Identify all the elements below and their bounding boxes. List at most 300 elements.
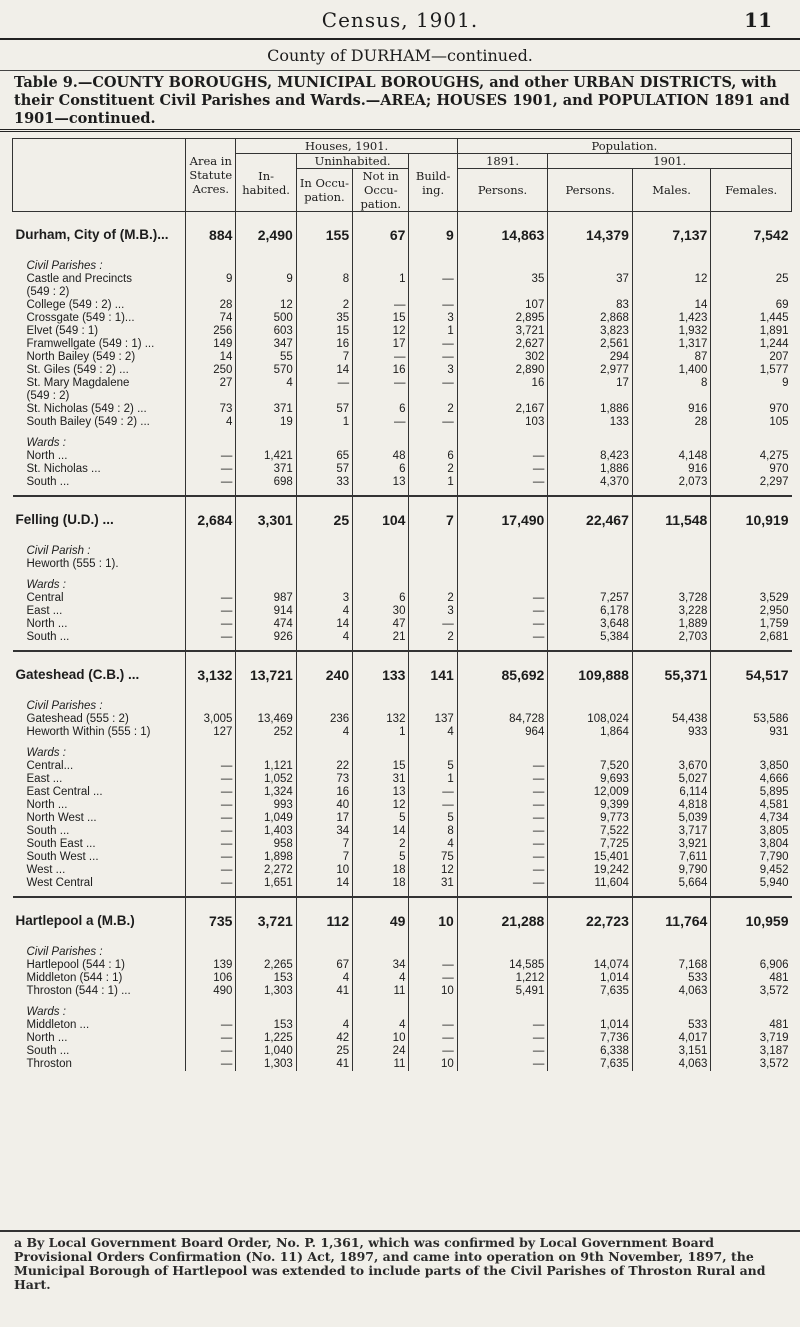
table-row [13, 773, 792, 786]
cell-build: 31 [409, 877, 457, 890]
cell-occ: 35 [296, 312, 352, 325]
section-label-row [13, 739, 792, 760]
separator-cell [353, 890, 409, 897]
empty-cell [186, 252, 236, 273]
cell-build: 6 [409, 450, 457, 463]
footnote-rule [0, 1230, 800, 1232]
cell-build: 10 [409, 897, 457, 938]
cell-inhabited: 3,721 [236, 897, 296, 938]
cell-males: 5,027 [632, 773, 710, 786]
cell-area [186, 390, 236, 403]
cell-inhabited: 2,265 [236, 959, 296, 972]
cell-notocc [353, 558, 409, 571]
table-head [13, 139, 792, 212]
row-name: North ... [26, 799, 68, 811]
cell-p1901: 109,888 [548, 651, 633, 692]
cell-build: 2 [409, 403, 457, 416]
cell-notocc: 11 [353, 985, 409, 998]
cell-p1891: 1,212 [457, 972, 548, 985]
table-row [13, 351, 792, 364]
empty-cell [236, 739, 296, 760]
empty-cell [548, 429, 633, 450]
table-row [13, 403, 792, 416]
separator-cell [296, 644, 352, 651]
section-label: Civil Parishes : [26, 946, 103, 958]
table-row [13, 273, 792, 286]
section-label-row [13, 938, 792, 959]
section-separator [13, 489, 792, 496]
empty-cell [711, 252, 792, 273]
table-row [13, 799, 792, 812]
cell-notocc: 31 [353, 773, 409, 786]
cell-males: 87 [632, 351, 710, 364]
cell-area: 3,132 [186, 651, 236, 692]
cell-males: 2,073 [632, 476, 710, 489]
empty-cell [353, 252, 409, 273]
page-number: 11 [744, 8, 772, 32]
cell-females: 4,666 [711, 773, 792, 786]
row-name: Castle and Precincts [26, 273, 132, 285]
houses-header: Houses, 1901. [236, 139, 457, 154]
cell-females: 6,906 [711, 959, 792, 972]
cell-females: 9,452 [711, 864, 792, 877]
cell-build: 3 [409, 364, 457, 377]
cell-p1901: 12,009 [548, 786, 633, 799]
cell-notocc: 13 [353, 476, 409, 489]
separator-cell [632, 489, 710, 496]
empty-cell [548, 938, 633, 959]
building-header: Build- ing. [409, 154, 457, 212]
cell-males: 1,889 [632, 618, 710, 631]
cell-p1891: — [457, 786, 548, 799]
empty-cell [236, 571, 296, 592]
row-name: St. Giles (549 : 2) ... [26, 364, 129, 376]
cell-p1891: 35 [457, 273, 548, 286]
cell-occ: 57 [296, 463, 352, 476]
empty-cell [186, 692, 236, 713]
cell-females: 9 [711, 377, 792, 390]
empty-cell [409, 998, 457, 1019]
cell-males: 3,670 [632, 760, 710, 773]
cell-notocc: 133 [353, 651, 409, 692]
cell-occ: 22 [296, 760, 352, 773]
cell-notocc: 49 [353, 897, 409, 938]
cell-build: 1 [409, 476, 457, 489]
empty-cell [548, 692, 633, 713]
cell-p1891: 103 [457, 416, 548, 429]
cell-males: 1,317 [632, 338, 710, 351]
cell-area: — [186, 825, 236, 838]
cell-occ: 40 [296, 799, 352, 812]
cell-area: 127 [186, 726, 236, 739]
cell-males [632, 390, 710, 403]
cell-notocc: 6 [353, 592, 409, 605]
district-row [13, 496, 792, 537]
cell-occ: — [296, 377, 352, 390]
section-label: Civil Parishes : [26, 260, 103, 272]
row-name: North Bailey (549 : 2) [26, 351, 136, 363]
cell-inhabited: 12 [236, 299, 296, 312]
cell-inhabited: 474 [236, 618, 296, 631]
cell-males: 2,703 [632, 631, 710, 644]
cell-p1891: — [457, 450, 548, 463]
cell-females: 5,940 [711, 877, 792, 890]
cell-occ: 3 [296, 592, 352, 605]
separator-cell [457, 890, 548, 897]
cell-inhabited: 13,721 [236, 651, 296, 692]
cell-area: — [186, 476, 236, 489]
cell-build [409, 286, 457, 299]
empty-cell [457, 537, 548, 558]
cell-p1901: 133 [548, 416, 633, 429]
cell-build: — [409, 1019, 457, 1032]
cell-build: 5 [409, 812, 457, 825]
separator-cell [711, 489, 792, 496]
empty-cell [711, 571, 792, 592]
cell-p1901: 7,520 [548, 760, 633, 773]
cell-p1901: 1,014 [548, 1019, 633, 1032]
cell-p1891: — [457, 760, 548, 773]
cell-area: — [186, 1019, 236, 1032]
cell-build: 4 [409, 726, 457, 739]
cell-p1891: 3,721 [457, 325, 548, 338]
cell-build: 10 [409, 985, 457, 998]
cell-build: — [409, 972, 457, 985]
cell-females: 3,850 [711, 760, 792, 773]
cell-males [632, 286, 710, 299]
row-name: East ... [26, 605, 63, 617]
county-rule [0, 70, 800, 71]
cell-notocc: 6 [353, 403, 409, 416]
section-label-row [13, 429, 792, 450]
cell-build: — [409, 799, 457, 812]
cell-occ: 16 [296, 338, 352, 351]
cell-notocc: 15 [353, 312, 409, 325]
cell-p1891: — [457, 476, 548, 489]
cell-females: 2,950 [711, 605, 792, 618]
cell-p1891: — [457, 592, 548, 605]
cell-inhabited: 500 [236, 312, 296, 325]
cell-p1891: — [457, 1045, 548, 1058]
area-header: Area in Statute Acres. [186, 139, 236, 212]
cell-p1901: 1,864 [548, 726, 633, 739]
cell-build: — [409, 377, 457, 390]
cell-p1901: 22,467 [548, 496, 633, 537]
table-row [13, 338, 792, 351]
row-name: Hartlepool (544 : 1) [26, 959, 125, 971]
cell-p1901: 14,379 [548, 212, 633, 253]
cell-notocc: 18 [353, 877, 409, 890]
table-body [13, 212, 792, 1072]
cell-area: — [186, 1032, 236, 1045]
empty-cell [548, 998, 633, 1019]
cell-build: 137 [409, 713, 457, 726]
cell-build: — [409, 351, 457, 364]
cell-males: 6,114 [632, 786, 710, 799]
cell-area: — [186, 799, 236, 812]
cell-p1891: — [457, 1019, 548, 1032]
table-row [13, 851, 792, 864]
table-row [13, 959, 792, 972]
row-name: Gateshead (555 : 2) [26, 713, 129, 725]
row-name: South ... [26, 631, 70, 643]
cell-build: — [409, 786, 457, 799]
cell-females: 970 [711, 463, 792, 476]
cell-build: — [409, 1045, 457, 1058]
cell-p1891: — [457, 1058, 548, 1071]
section-label: Wards : [26, 1006, 66, 1018]
cell-p1901: 3,648 [548, 618, 633, 631]
cell-occ: 15 [296, 325, 352, 338]
row-name: (549 : 2) [26, 286, 70, 298]
cell-inhabited: 1,421 [236, 450, 296, 463]
cell-occ [296, 286, 352, 299]
table-row [13, 476, 792, 489]
cell-p1891: — [457, 825, 548, 838]
district-row [13, 897, 792, 938]
cell-build: — [409, 618, 457, 631]
cell-area: 2,684 [186, 496, 236, 537]
row-name: South West ... [26, 851, 99, 863]
cell-males: 3,151 [632, 1045, 710, 1058]
row-name: Elvet (549 : 1) [26, 325, 99, 337]
empty-cell [457, 429, 548, 450]
population-header: Population. [457, 139, 791, 154]
cell-area: — [186, 450, 236, 463]
cell-notocc: 12 [353, 325, 409, 338]
cell-inhabited [236, 558, 296, 571]
cell-females [711, 558, 792, 571]
cell-males: 4,818 [632, 799, 710, 812]
cell-p1901: 3,823 [548, 325, 633, 338]
cell-area: — [186, 838, 236, 851]
empty-cell [353, 429, 409, 450]
cell-notocc: 4 [353, 972, 409, 985]
cell-occ: 4 [296, 605, 352, 618]
cell-p1901: 15,401 [548, 851, 633, 864]
cell-area: 9 [186, 273, 236, 286]
table-row [13, 286, 792, 299]
cell-build: 10 [409, 1058, 457, 1071]
table-row [13, 726, 792, 739]
cell-inhabited: 19 [236, 416, 296, 429]
cell-notocc: 21 [353, 631, 409, 644]
row-name: Framwellgate (549 : 1) ... [26, 338, 155, 350]
cell-p1901: 19,242 [548, 864, 633, 877]
cell-inhabited: 958 [236, 838, 296, 851]
cell-occ: 41 [296, 1058, 352, 1071]
cell-females: 3,719 [711, 1032, 792, 1045]
cell-p1901: 9,773 [548, 812, 633, 825]
row-name: Heworth (555 : 1). [26, 558, 119, 570]
cell-males: 5,039 [632, 812, 710, 825]
cell-inhabited: 1,898 [236, 851, 296, 864]
cell-males: 3,728 [632, 592, 710, 605]
cell-area: — [186, 1045, 236, 1058]
females-header: Females. [711, 169, 792, 212]
cell-build: 75 [409, 851, 457, 864]
cell-p1901: 7,635 [548, 1058, 633, 1071]
section-label-row [13, 692, 792, 713]
cell-occ: 10 [296, 864, 352, 877]
cell-males: 7,137 [632, 212, 710, 253]
cell-p1891: 21,288 [457, 897, 548, 938]
row-name: South ... [26, 825, 70, 837]
cell-occ: 112 [296, 897, 352, 938]
cell-males: 3,717 [632, 825, 710, 838]
cell-p1891: — [457, 618, 548, 631]
cell-notocc: 5 [353, 812, 409, 825]
cell-notocc: 34 [353, 959, 409, 972]
cell-p1901 [548, 286, 633, 299]
empty-cell [186, 429, 236, 450]
separator-cell [632, 890, 710, 897]
cell-occ [296, 390, 352, 403]
not-in-occupation-header: Not in Occu- pation. [353, 169, 409, 212]
cell-area: — [186, 773, 236, 786]
cell-notocc: 67 [353, 212, 409, 253]
empty-cell [409, 739, 457, 760]
cell-occ: 17 [296, 812, 352, 825]
row-name: West Central [26, 877, 93, 889]
cell-inhabited: 1,052 [236, 773, 296, 786]
cell-occ: 4 [296, 631, 352, 644]
cell-inhabited: 371 [236, 403, 296, 416]
cell-area: 4 [186, 416, 236, 429]
cell-p1901 [548, 558, 633, 571]
cell-occ: 42 [296, 1032, 352, 1045]
empty-cell [548, 571, 633, 592]
cell-build: — [409, 299, 457, 312]
separator-cell [236, 489, 296, 496]
cell-build: 9 [409, 212, 457, 253]
cell-inhabited: 603 [236, 325, 296, 338]
table-row [13, 312, 792, 325]
cell-area: 149 [186, 338, 236, 351]
cell-build: 3 [409, 312, 457, 325]
cell-p1891: 2,167 [457, 403, 548, 416]
empty-cell [457, 938, 548, 959]
cell-build: — [409, 959, 457, 972]
empty-cell [409, 692, 457, 713]
cell-females: 10,919 [711, 496, 792, 537]
cell-p1891: — [457, 631, 548, 644]
row-name: East ... [26, 773, 63, 785]
separator-cell [13, 644, 186, 651]
cell-area: — [186, 618, 236, 631]
empty-cell [296, 998, 352, 1019]
empty-cell [409, 938, 457, 959]
cell-area: — [186, 1058, 236, 1071]
cell-p1901: 7,725 [548, 838, 633, 851]
table-row [13, 416, 792, 429]
empty-cell [457, 692, 548, 713]
table-row [13, 1032, 792, 1045]
section-label-row [13, 998, 792, 1019]
cell-p1901: 22,723 [548, 897, 633, 938]
separator-cell [13, 489, 186, 496]
table-row [13, 558, 792, 571]
separator-cell [711, 644, 792, 651]
row-name: Central [26, 592, 64, 604]
cell-notocc: 6 [353, 463, 409, 476]
cell-area: — [186, 786, 236, 799]
cell-p1901: 294 [548, 351, 633, 364]
row-name: Heworth Within (555 : 1) [26, 726, 151, 738]
cell-area: — [186, 631, 236, 644]
cell-males: 28 [632, 416, 710, 429]
cell-area: 884 [186, 212, 236, 253]
cell-notocc: 2 [353, 838, 409, 851]
cell-females: 7,790 [711, 851, 792, 864]
cell-p1901: 11,604 [548, 877, 633, 890]
cell-build [409, 390, 457, 403]
cell-p1891: 17,490 [457, 496, 548, 537]
cell-males: 1,423 [632, 312, 710, 325]
cell-notocc: — [353, 299, 409, 312]
cell-males: 916 [632, 403, 710, 416]
row-name: Crossgate (549 : 1)... [26, 312, 135, 324]
district-row [13, 212, 792, 253]
empty-cell [296, 739, 352, 760]
separator-cell [409, 890, 457, 897]
district-row [13, 651, 792, 692]
separator-cell [548, 489, 633, 496]
cell-p1891: 2,627 [457, 338, 548, 351]
cell-p1901: 8,423 [548, 450, 633, 463]
empty-cell [353, 998, 409, 1019]
empty-cell [409, 429, 457, 450]
cell-p1901: 7,522 [548, 825, 633, 838]
cell-build: — [409, 338, 457, 351]
cell-notocc: 16 [353, 364, 409, 377]
cell-p1901: 4,370 [548, 476, 633, 489]
row-name: Throston (544 : 1) ... [26, 985, 131, 997]
cell-inhabited: 570 [236, 364, 296, 377]
row-name: North West ... [26, 812, 97, 824]
cell-females: 481 [711, 1019, 792, 1032]
cell-inhabited: 987 [236, 592, 296, 605]
cell-p1901 [548, 390, 633, 403]
cell-inhabited: 153 [236, 1019, 296, 1032]
cell-males: 4,017 [632, 1032, 710, 1045]
cell-males [632, 558, 710, 571]
table-row [13, 1045, 792, 1058]
cell-p1891: 2,890 [457, 364, 548, 377]
cell-p1901: 1,886 [548, 463, 633, 476]
cell-occ: 41 [296, 985, 352, 998]
table-row [13, 825, 792, 838]
cell-inhabited: 1,225 [236, 1032, 296, 1045]
cell-p1891 [457, 558, 548, 571]
table-row [13, 864, 792, 877]
cell-females: 5,895 [711, 786, 792, 799]
cell-occ: 65 [296, 450, 352, 463]
cell-males: 533 [632, 972, 710, 985]
cell-inhabited: 1,040 [236, 1045, 296, 1058]
uninhabited-header: Uninhabited. [296, 154, 409, 169]
cell-females [711, 390, 792, 403]
cell-inhabited: 9 [236, 273, 296, 286]
cell-inhabited: 698 [236, 476, 296, 489]
empty-cell [457, 252, 548, 273]
cell-area: 3,005 [186, 713, 236, 726]
cell-occ: 34 [296, 825, 352, 838]
blank-header [13, 139, 186, 212]
cell-females: 970 [711, 403, 792, 416]
cell-p1901: 14,074 [548, 959, 633, 972]
cell-build: 3 [409, 605, 457, 618]
